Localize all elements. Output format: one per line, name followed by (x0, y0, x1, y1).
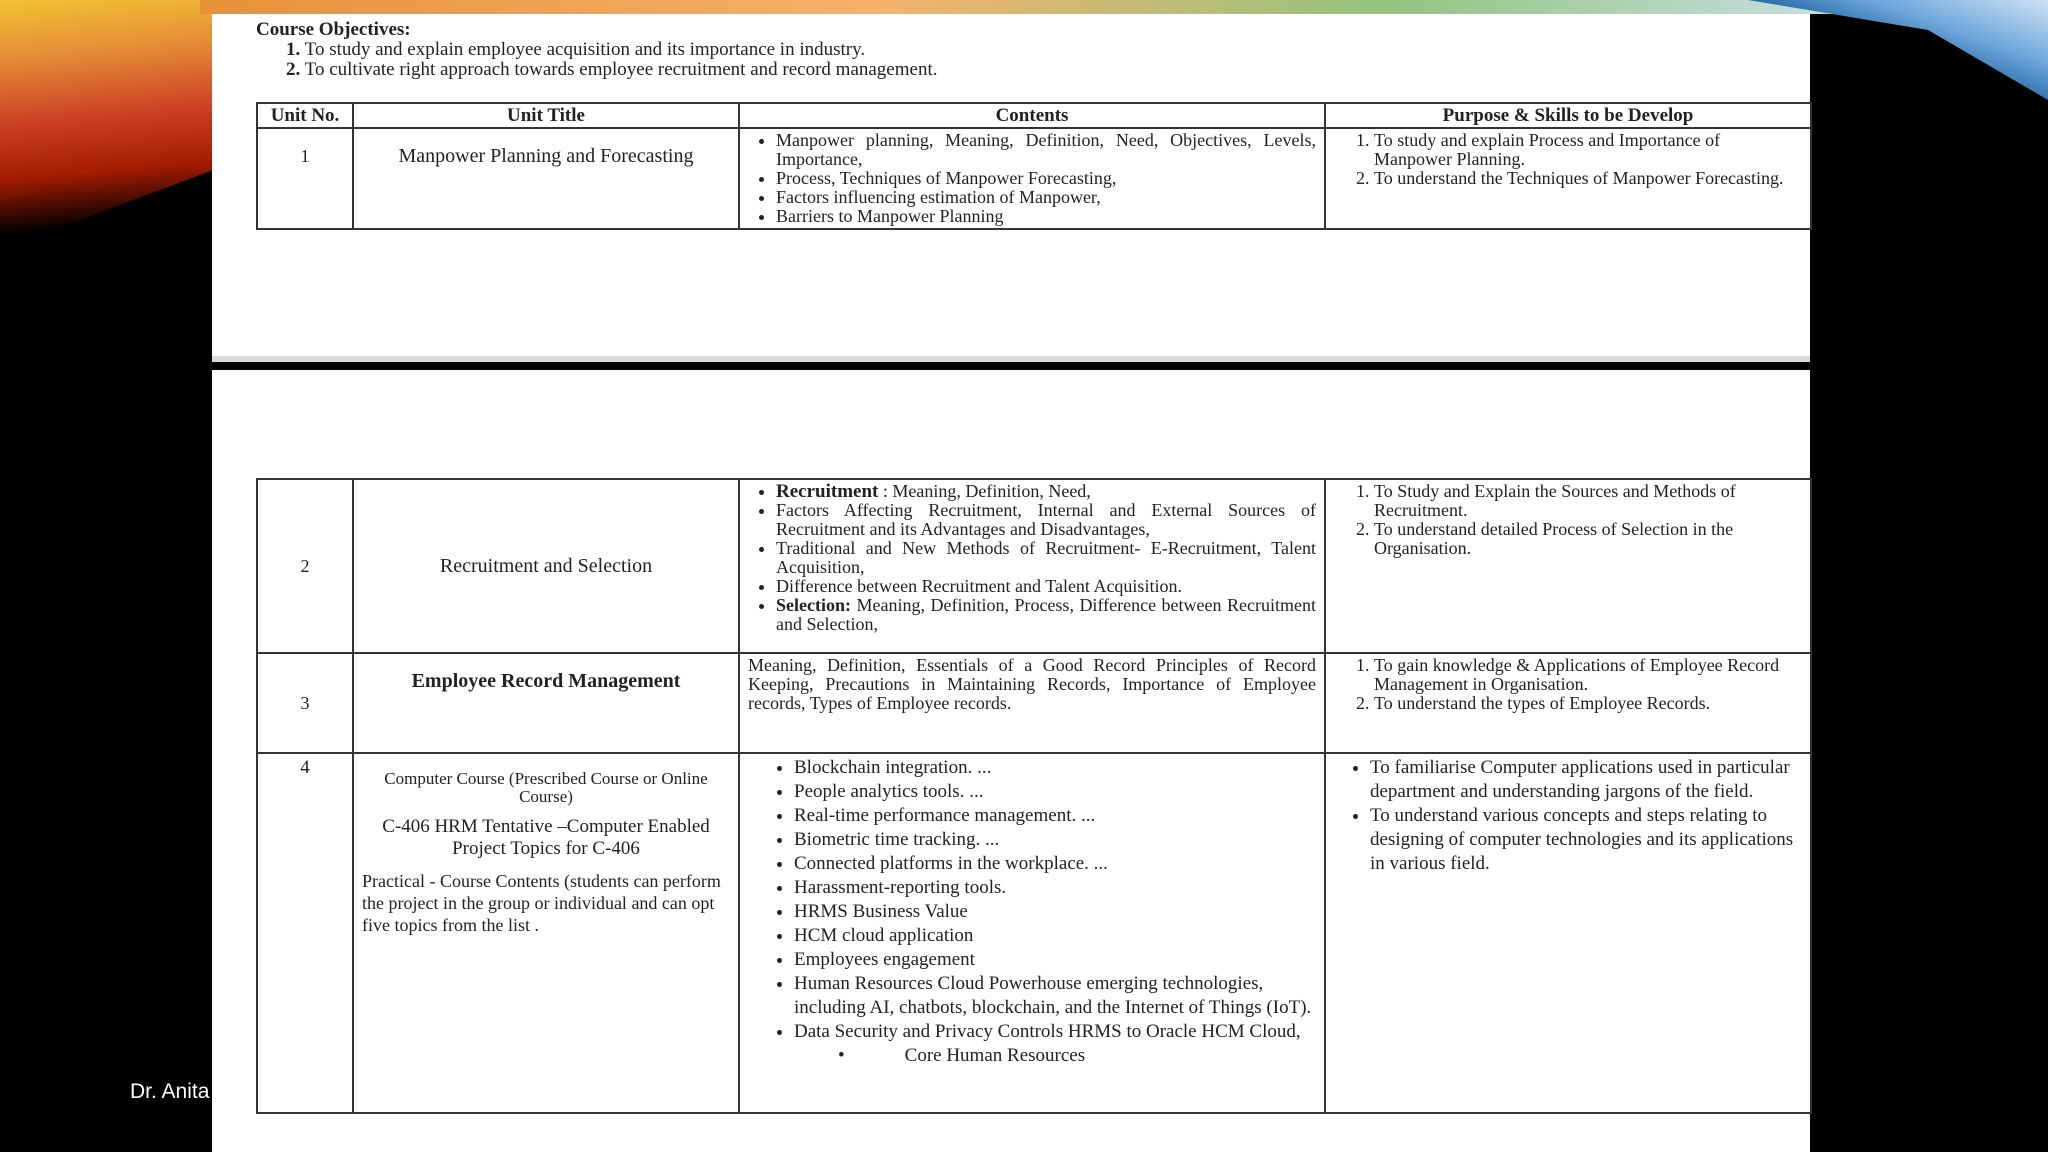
list-item: • Factors influencing estimation of Manpower, (776, 188, 1316, 207)
list-item: 2. To understand the Techniques of Manpower Forecasting. (1374, 169, 1802, 188)
list-item: • People analytics tools. ... (794, 780, 1316, 804)
objective-item: 2. To cultivate right approach towards employee recruitment and record management. (286, 59, 938, 80)
list-item: • Recruitment : Meaning, Definition, Need, (776, 482, 1316, 501)
practical-note: Practical - Course Contents (students can perform the project in the group or individual and can opt five topics from the list . (362, 871, 721, 935)
course-type: Computer Course (Prescribed Course or Online Course) (384, 769, 708, 806)
header-contents: Contents (739, 103, 1325, 128)
unit-title: Manpower Planning and Forecasting (353, 128, 739, 229)
unit-purpose (1325, 128, 1811, 229)
list-item: • Process, Techniques of Manpower Forecasting, (776, 169, 1316, 188)
list-item: • Blockchain integration. ... (794, 756, 1316, 780)
list-item: • To understand various concepts and steps relating to designing of computer technologies and its applications in various field. (1370, 804, 1802, 876)
unit-contents (739, 753, 1325, 1113)
slide-decoration-top (200, 0, 1900, 14)
list-item: • To familiarise Computer applications used in particular department and understanding jargons of the field. (1370, 756, 1802, 804)
table-row (257, 479, 1811, 653)
header-unit-no: Unit No. (257, 103, 353, 128)
list-item: 1. To study and explain Process and Importance of Manpower Planning. (1374, 131, 1802, 169)
unit-contents (739, 128, 1325, 229)
objectives-heading: Course Objectives: (256, 19, 411, 40)
syllabus-table-part-1 (256, 102, 1812, 230)
list-item: • Traditional and New Methods of Recruitment- E-Recruitment, Talent Acquisition, (776, 539, 1316, 577)
list-item: • Barriers to Manpower Planning (776, 207, 1316, 226)
table-header-row (257, 103, 1811, 128)
unit-purpose (1325, 479, 1811, 653)
unit-contents (739, 479, 1325, 653)
list-item: • Human Resources Cloud Powerhouse emerging technologies, including AI, chatbots, blockchain, and the Internet of Things (IoT). (794, 972, 1316, 1020)
objective-item: 1. To study and explain employee acquisition and its importance in industry. (286, 39, 866, 60)
unit-no: 1 (257, 128, 353, 229)
list-item: 2. To understand detailed Process of Selection in the Organisation. (1374, 520, 1802, 558)
list-item: 1. To gain knowledge & Applications of Employee Record Management in Organisation. (1374, 656, 1802, 694)
list-item: • Difference between Recruitment and Talent Acquisition. (776, 577, 1316, 596)
table-row (257, 128, 1811, 229)
unit-title: Employee Record Management (353, 653, 739, 753)
list-item: • Data Security and Privacy Controls HRMS to Oracle HCM Cloud, (794, 1020, 1316, 1044)
list-item: • Real-time performance management. ... (794, 804, 1316, 828)
list-item: • HCM cloud application (794, 924, 1316, 948)
sub-list-item: • Core Human Resources (838, 1044, 1316, 1068)
unit-purpose (1325, 753, 1811, 1113)
table-row (257, 653, 1811, 753)
list-item: • Factors Affecting Recruitment, Internal and External Sources of Recruitment and its Advantages and Disadvantages, (776, 501, 1316, 539)
course-objectives (256, 20, 937, 80)
slide-footer-name: Dr. Anita (130, 1080, 210, 1103)
list-item: • Connected platforms in the workplace. ... (794, 852, 1316, 876)
table-row (257, 753, 1811, 1113)
header-unit-title: Unit Title (353, 103, 739, 128)
unit-no: 3 (257, 653, 353, 753)
list-item: • Manpower planning, Meaning, Definition, Need, Objectives, Levels, Importance, (776, 131, 1316, 169)
unit-no: 2 (257, 479, 353, 653)
list-item: • Selection: Meaning, Definition, Process, Difference between Recruitment and Selection, (776, 596, 1316, 634)
document-page-1 (212, 14, 1810, 362)
list-item: 1. To Study and Explain the Sources and Methods of Recruitment. (1374, 482, 1802, 520)
unit-no: 4 (257, 753, 353, 1113)
list-item: • Biometric time tracking. ... (794, 828, 1316, 852)
unit-title (353, 753, 739, 1113)
list-item: 2. To understand the types of Employee Records. (1374, 694, 1802, 713)
syllabus-table-part-2 (256, 478, 1812, 1114)
list-item: • HRMS Business Value (794, 900, 1316, 924)
unit-title: Recruitment and Selection (353, 479, 739, 653)
list-item: • Harassment-reporting tools. (794, 876, 1316, 900)
list-item: • Employees engagement (794, 948, 1316, 972)
document-page-2 (212, 370, 1810, 1152)
unit-purpose (1325, 653, 1811, 753)
unit-contents: Meaning, Definition, Essentials of a Good Record Principles of Record Keeping, Precautions in Maintaining Records, Importance of Employee records, Types of Employee records. (739, 653, 1325, 753)
course-code: C-406 HRM Tentative –Computer Enabled Project Topics for C-406 (382, 816, 710, 859)
header-purpose: Purpose & Skills to be Develop (1325, 103, 1811, 128)
